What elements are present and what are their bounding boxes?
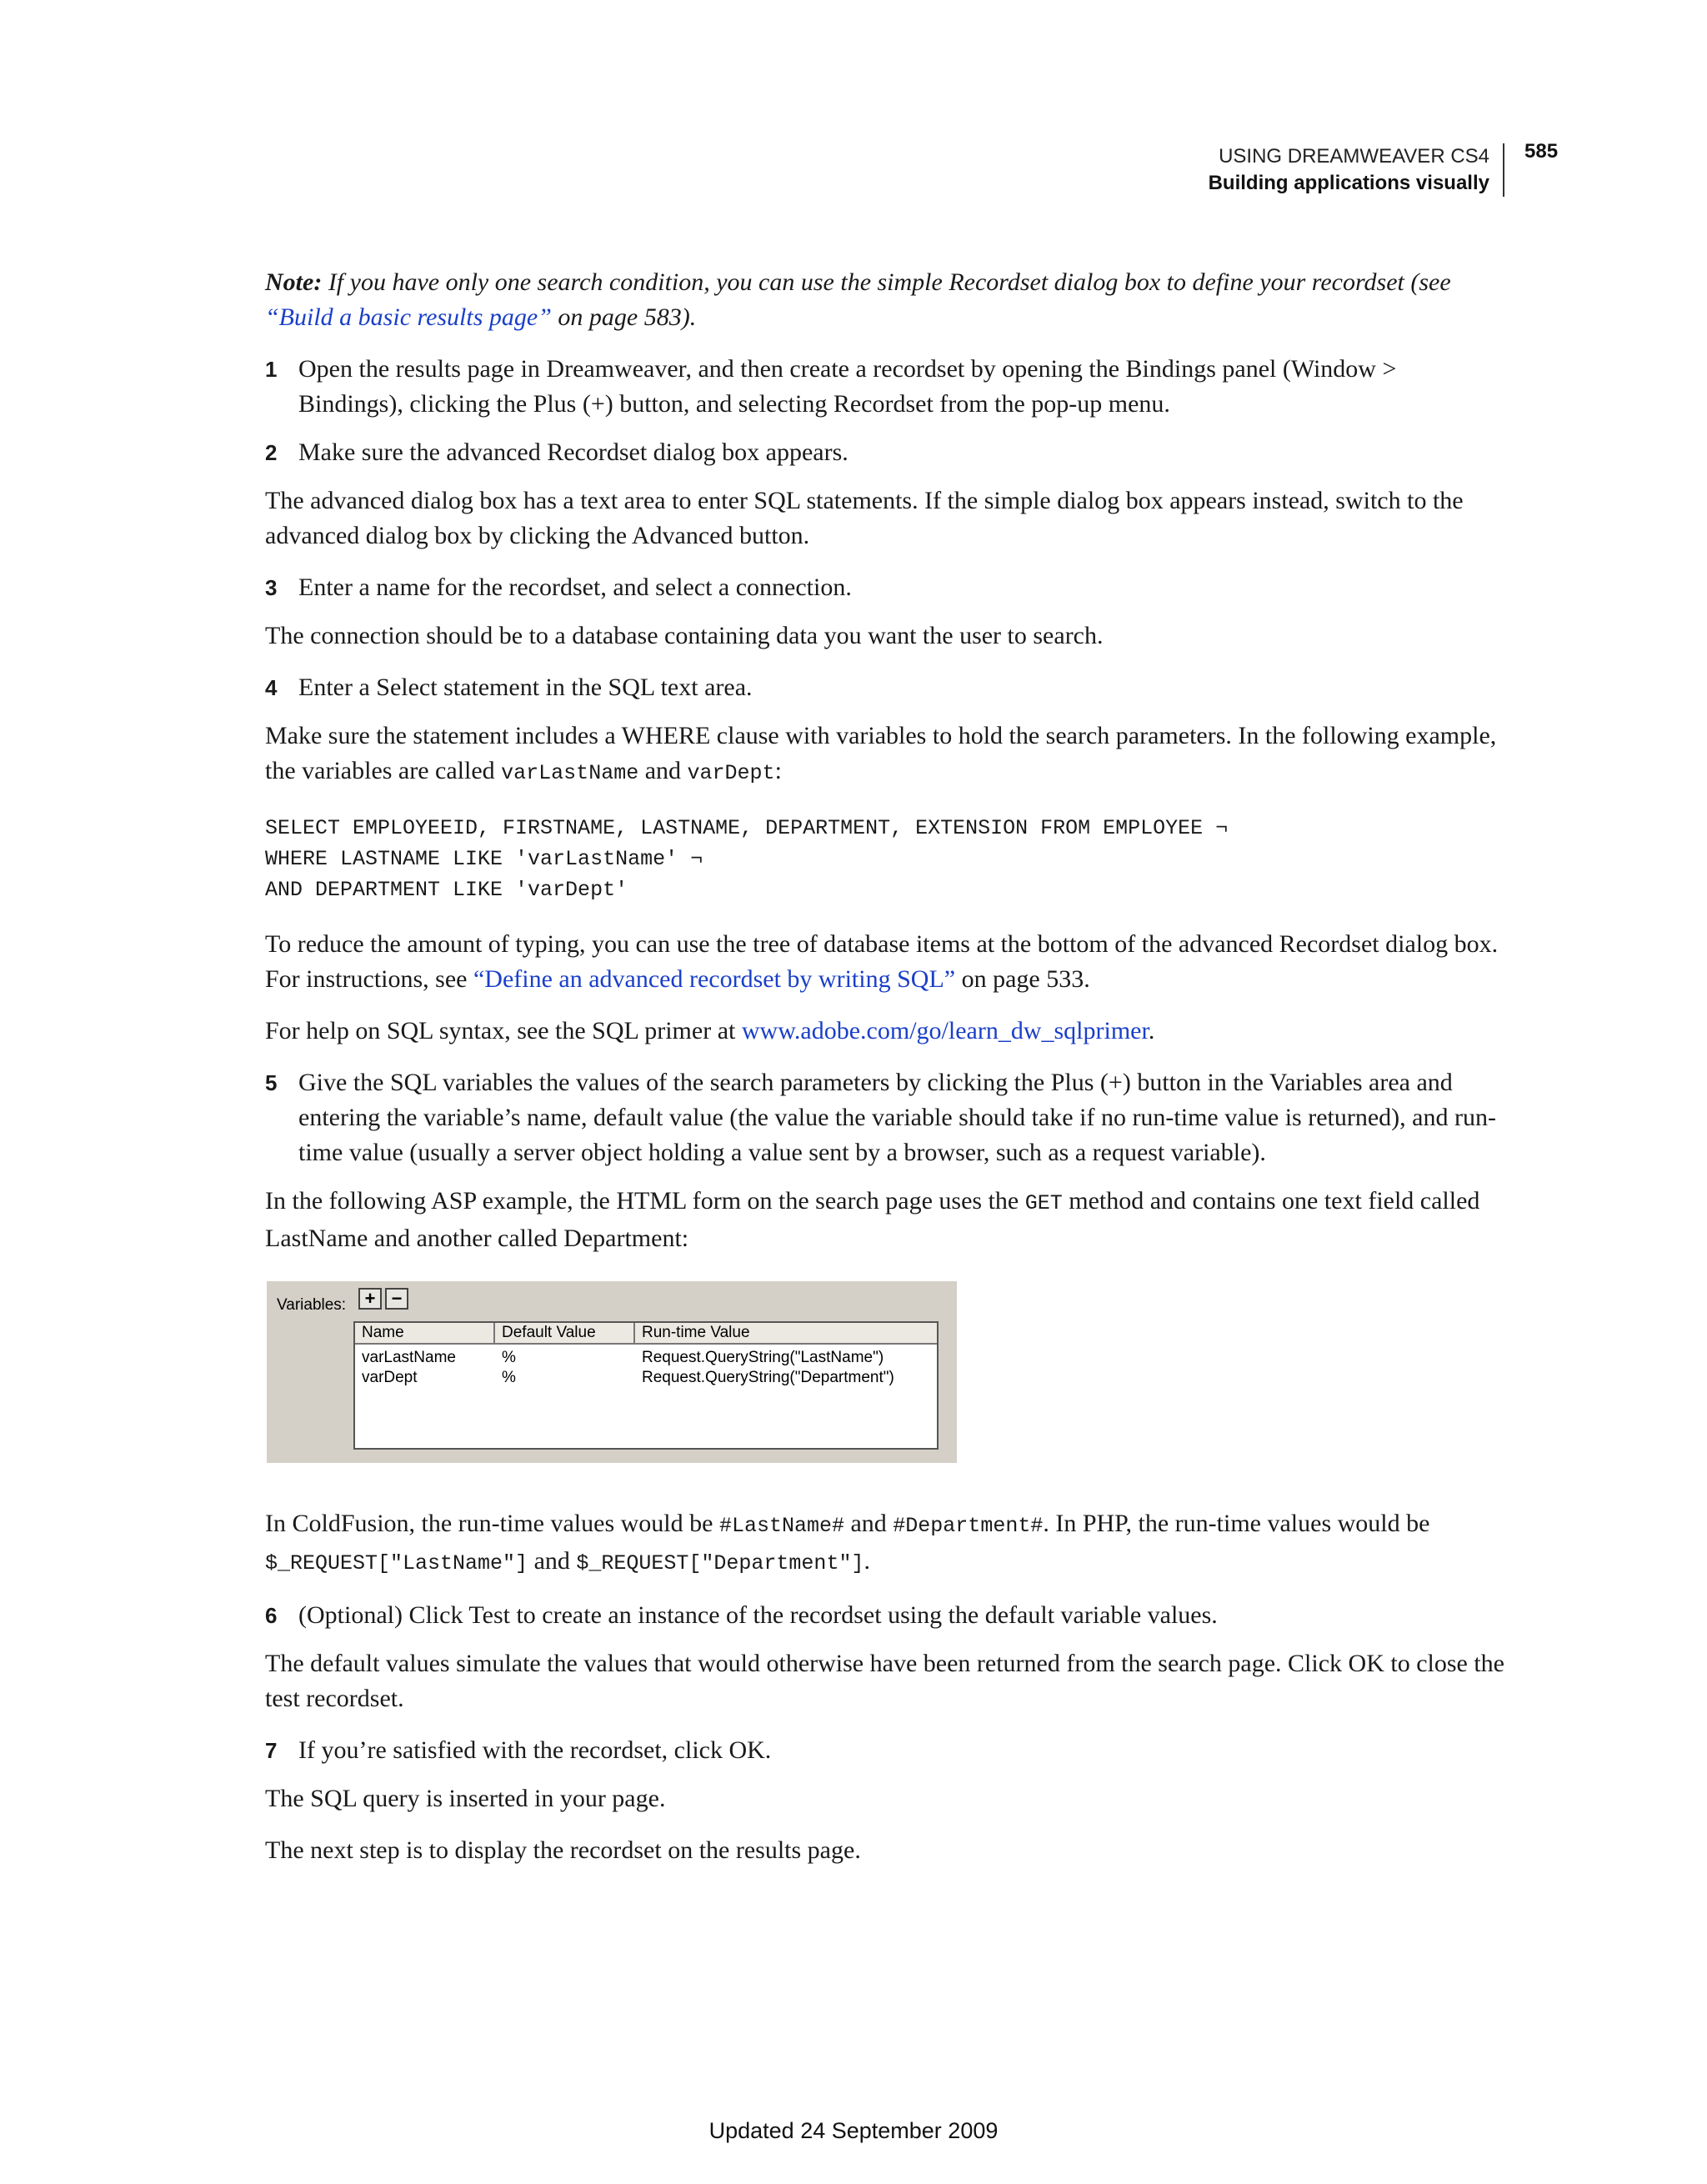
cell-default-value[interactable]: %: [502, 1369, 516, 1386]
text: :: [774, 757, 782, 784]
step-number: 4: [265, 675, 278, 700]
text: .: [864, 1547, 870, 1575]
step-number: 6: [265, 1603, 278, 1628]
step-5: [265, 1065, 1507, 1170]
step-2: [265, 435, 1507, 470]
code-vardept: varDept: [687, 761, 775, 785]
column-header-runtime-value[interactable]: Run-time Value: [635, 1323, 937, 1345]
paragraph-where-clause: [265, 719, 1507, 791]
variables-table: [353, 1321, 939, 1450]
variables-panel-screenshot: [267, 1281, 957, 1463]
text: and: [843, 1510, 894, 1537]
paragraph-next-step: The next step is to display the recordset on the results page.: [265, 1836, 861, 1864]
cell-runtime-value[interactable]: Request.QueryString("Department"): [642, 1369, 894, 1386]
text: .: [1148, 1017, 1155, 1044]
step-number: 7: [265, 1738, 278, 1763]
text: method and contains one text field called LastName and another called Department:: [265, 1187, 1480, 1252]
running-header: [906, 143, 1504, 197]
paragraph-connection: The connection should be to a database containing data you want the user to search.: [265, 622, 1104, 649]
code-php-lastname: $_REQUEST["LastName"]: [265, 1551, 528, 1575]
remove-variable-button[interactable]: −: [385, 1288, 408, 1310]
step-6: [265, 1598, 1507, 1633]
text: . In PHP, the run-time values would be: [1043, 1510, 1430, 1537]
paragraph-advanced-dialog: The advanced dialog box has a text area to enter SQL statements. If the simple dialog box appears instead, switch to the advanced dialog box by clicking the Advanced button.: [265, 487, 1464, 549]
variables-label: Variables:: [277, 1296, 347, 1314]
body-content: [265, 265, 1507, 1885]
paragraph-default-values: The default values simulate the values that would otherwise have been returned from the search page. Click OK to close the test recordset.: [265, 1650, 1504, 1712]
page-number: 585: [1524, 140, 1559, 163]
step-3: [265, 570, 1507, 605]
note-paragraph: [265, 265, 1507, 335]
code-cf-department: #Department#: [893, 1514, 1044, 1538]
cell-name[interactable]: varLastName: [362, 1349, 456, 1366]
link-basic-results-page[interactable]: “Build a basic results page”: [265, 303, 552, 331]
note-label: Note:: [265, 268, 323, 296]
step-number: 5: [265, 1070, 278, 1095]
text: and: [638, 757, 688, 784]
step-text: Enter a name for the recordset, and select a connection.: [298, 574, 852, 601]
cell-runtime-value[interactable]: Request.QueryString("LastName"): [642, 1349, 884, 1366]
column-header-default-value[interactable]: Default Value: [495, 1323, 635, 1345]
step-number: 3: [265, 575, 278, 600]
code-php-department: $_REQUEST["Department"]: [576, 1551, 864, 1575]
footer-updated-date: Updated 24 September 2009: [708, 2118, 999, 2143]
text: Make sure the statement includes a WHERE clause with variables to hold the search parameters. In the following example, the variables are called: [265, 722, 1497, 784]
step-4: [265, 670, 1507, 705]
code-get: GET: [1024, 1191, 1063, 1215]
note-text: If you have only one search condition, you can use the simple Recordset dialog box to define your recordset (see: [322, 268, 1451, 296]
text: To reduce the amount of typing, you can use the tree of database items at the bottom of the advanced Recordset dialog box. For instructions, see: [265, 930, 1499, 993]
paragraph-coldfusion-php: [265, 1506, 1507, 1581]
text: In the following ASP example, the HTML form on the search page uses the: [265, 1187, 1025, 1215]
section-title: Building applications visually: [1208, 172, 1489, 194]
code-varlastname: varLastName: [501, 761, 639, 785]
step-number: 2: [265, 440, 278, 465]
link-sql-primer[interactable]: www.adobe.com/go/learn_dw_sqlprimer: [741, 1017, 1149, 1044]
step-text: Enter a Select statement in the SQL text area.: [298, 674, 753, 701]
code-cf-lastname: #LastName#: [718, 1514, 844, 1538]
cell-name[interactable]: varDept: [362, 1369, 418, 1386]
step-text: Give the SQL variables the values of the search parameters by clicking the Plus (+) button in the Variables area and entering the variable’s name, default value (the value the variable should take if no run-time value is returned), and run-time value (usually a server object holding a value sent by a browser, such as a request variable).: [298, 1069, 1496, 1166]
sql-line: AND DEPARTMENT LIKE 'varDept': [265, 878, 628, 902]
paragraph-typing: [265, 927, 1507, 997]
step-text: (Optional) Click Test to create an instance of the recordset using the default variable values.: [298, 1601, 1218, 1629]
paragraph-query-inserted: The SQL query is inserted in your page.: [265, 1785, 666, 1812]
column-header-name[interactable]: Name: [355, 1323, 495, 1345]
cell-default-value[interactable]: %: [502, 1349, 516, 1366]
paragraph-sql-help: [265, 1014, 1507, 1049]
book-title: USING DREAMWEAVER CS4: [1219, 145, 1489, 168]
step-text: If you’re satisfied with the recordset, click OK.: [298, 1736, 772, 1764]
sql-code-block: [265, 813, 1507, 905]
text: and: [528, 1547, 577, 1575]
step-7: [265, 1733, 1507, 1768]
text: In ColdFusion, the run-time values would be: [265, 1510, 719, 1537]
sql-line: WHERE LASTNAME LIKE 'varLastName' ¬: [265, 847, 703, 871]
step-text: Make sure the advanced Recordset dialog box appears.: [298, 438, 848, 466]
add-variable-button[interactable]: +: [358, 1288, 382, 1310]
text: For help on SQL syntax, see the SQL primer at: [265, 1017, 742, 1044]
link-advanced-recordset[interactable]: “Define an advanced recordset by writing SQL”: [473, 965, 956, 993]
text: on page 533.: [955, 965, 1090, 993]
paragraph-asp-example: [265, 1184, 1507, 1256]
note-text-end: on page 583).: [551, 303, 697, 331]
sql-line: SELECT EMPLOYEEID, FIRSTNAME, LASTNAME, DEPARTMENT, EXTENSION FROM EMPLOYEE ¬: [265, 816, 1229, 840]
step-1: [265, 352, 1507, 422]
step-text: Open the results page in Dreamweaver, and then create a recordset by opening the Bindings panel (Window > Bindings), clicking the Plus (+) button, and selecting Recordset from the pop-up menu.: [298, 355, 1397, 418]
step-number: 1: [265, 357, 278, 382]
